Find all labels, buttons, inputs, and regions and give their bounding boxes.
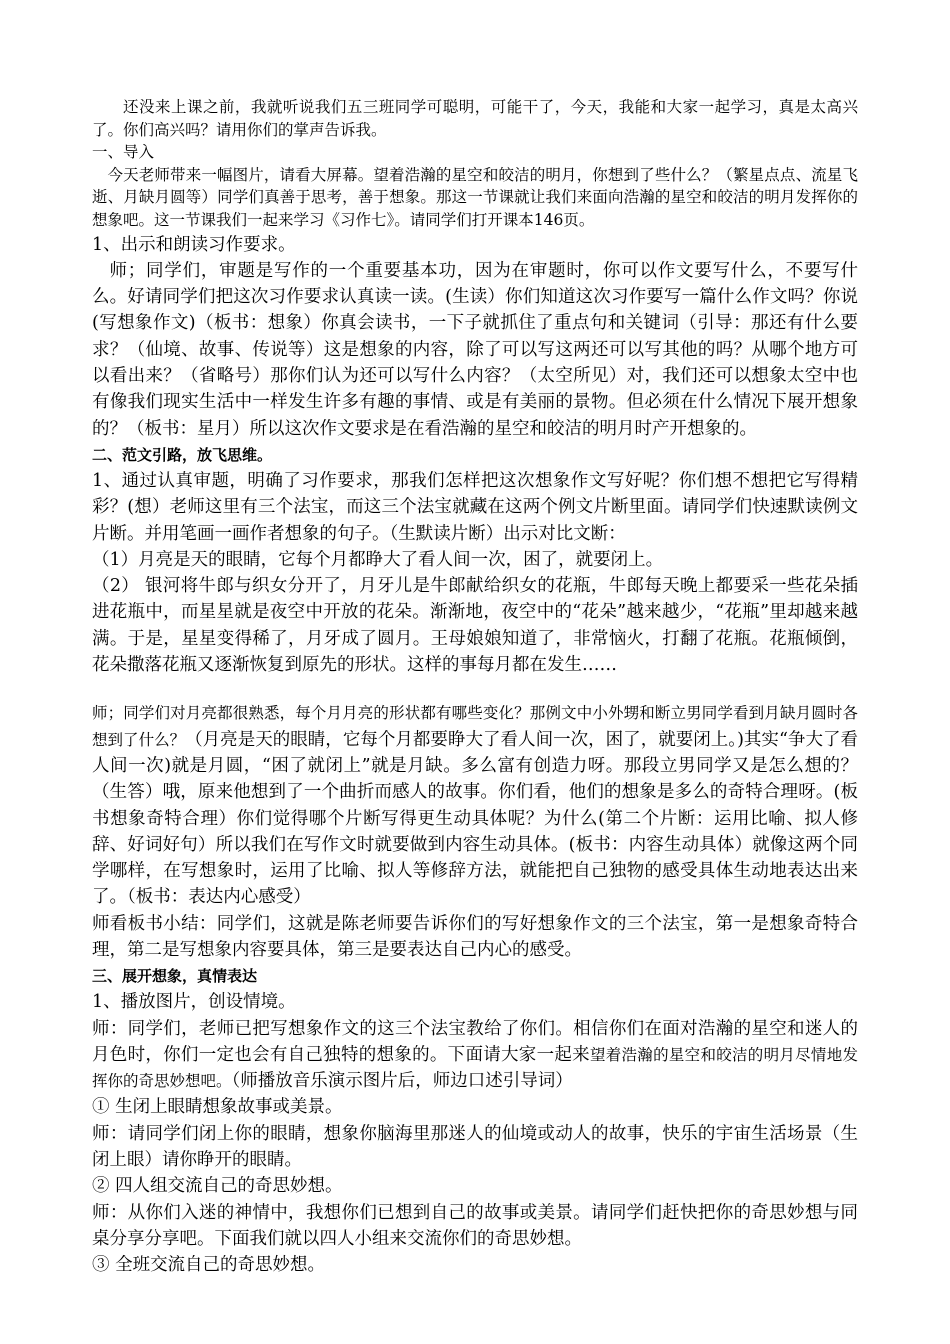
body-text-large: （师播放音乐演示图片后，师边口述引导词） (231, 1071, 573, 1092)
section-heading-2: 二、范文引路，放飞思维。 (92, 445, 273, 464)
step-item-3: ③ 全班交流自己的奇思妙想。 (92, 1255, 326, 1276)
section-heading-1: 一、导入 (92, 143, 155, 162)
step-item-1: ① 生闭上眼睛想象故事或美景。 (92, 1097, 343, 1118)
body-text-large: （月亮是天的眼睛，它每个月都要睁大了看人间一次，困了，就要闭上。)其实“争大了看人间一次)就是月圆，“困了就闭上”就是月缺。多么富有创造力呀。那段立男同学又是怎么想的？（生答）哦，原来他想到了一个曲折而感人的故事。你们看，他们的想象是多么的奇特合理呀。(板书想象奇特合理）你们觉得哪个片断写得更生动具体呢？为什么(第二个片断：运用比喻、拟人修辞、好词好句）所以我们在写作文时就要做到内容生动具体。(板书：内容生动具体）就像这两个同学哪样，在写想象时，运用了比喻、拟人等修辞方法，就能把自己独物的感受具体生动地表达出来了。（板书：表达内心感受） (92, 729, 858, 908)
subheading: 1、出示和朗读习作要求。 (92, 234, 296, 255)
body-paragraph: 师：从你们入迷的神情中，我想你们已想到自己的故事或美景。请同学们赶快把你的奇思妙想与同桌分享分享吧。下面我们就以四人小组来交流你们的奇思妙想。 (92, 1202, 858, 1249)
body-paragraph: 师；同学们，审题是写作的一个重要基本功，因为在审题时，你可以作文要写什么，不要写什么。好请同学们把这次习作要求认真读一读。(生读）你们知道这次习作要写一篇什么作文吗？你说(写想象作文)（板书：想象）你真会读书，一下子就抓住了重点句和关键词（引导：那还有什么要求？（仙境、故事、传说等）这是想象的内容，除了可以写这两还可以写其他的吗？从哪个地方可以看出来？（省略号）那你们认为还可以写什么内容？（太空所见）对，我们还可以想象太空中也有像我们现实生活中一样发生许多有趣的事情、或是有美丽的景物。但必须在什么情况下展开想象的？（板书：星月）所以这次作文要求是在看浩瀚的星空和皎洁的明月时产开想象的。 (92, 260, 858, 439)
blank-line (92, 678, 858, 700)
body-text-small: 师；同学们对月亮都很熟悉，每个月月亮的形状都有哪些变化？那例文中小外甥和断立男同学看到月缺月圆时各想到了什么？ (92, 704, 858, 749)
body-text-small: 望着浩瀚的星空和皎洁的明月尽情地发挥你的奇思妙想吧。 (92, 1045, 858, 1091)
body-text-large: 师：同学们，老师已把写想象作文的这三个法宝教给了你们。相信你们在面对浩瀚的星空和迷人的月色时，你们一定也会有自己独特的想象的。下面请大家一起来 (92, 1018, 858, 1065)
body-paragraph (92, 700, 858, 910)
body-paragraph: 师：请同学们闭上你的眼睛，想象你脑海里那迷人的仙境或动人的故事，快乐的宇宙生活场景（生闭上眼）请你睁开的眼睛。 (92, 1123, 858, 1171)
subheading: 1、播放图片，创设情境。 (92, 992, 296, 1013)
step-item-2: ② 四人组交流自己的奇思妙想。 (92, 1176, 343, 1197)
body-paragraph: 今天老师带来一幅图片，请看大屏幕。望着浩瀚的星空和皎洁的明月，你想到了些什么？（繁星点点、流星飞逝、月缺月圆等）同学们真善于思考，善于想象。那这一节课就让我们来面向浩瀚的星空和皎洁的明月发挥你的想象吧。这一节课我们一起来学习《习作七》。请同学们打开课本146页。 (92, 165, 858, 229)
intro-paragraph: 还没来上课之前，我就听说我们五三班同学可聪明，可能干了，今天，我能和大家一起学习，真是太高兴了。你们高兴吗？请用你们的掌声告诉我。 (92, 98, 858, 139)
body-paragraph (92, 1016, 858, 1095)
body-paragraph: 1、通过认真审题，明确了习作要求，那我们怎样把这次想象作文写好呢？你们想不想把它写得精彩？(想）老师这里有三个法宝，而这三个法宝就藏在这两个例文片断里面。请同学们快速默读例文片断。并用笔画一画作者想象的句子。（生默读片断）出示对比文断： (92, 470, 858, 544)
example-passage-2: （2） 银河将牛郎与织女分开了，月牙儿是牛郎献给织女的花瓶，牛郎每天晚上都要采一些花朵插进花瓶中，而星星就是夜空中开放的花朵。渐渐地，夜空中的“花朵”越来越少，“花瓶”里却越来越满。于是，星星变得稀了，月牙成了圆月。王母娘娘知道了，非常恼火，打翻了花瓶。花瓶倾倒，花朵撒落花瓶又逐渐恢复到原先的形状。这样的事每月都在发生…… (92, 576, 858, 676)
section-heading-3: 三、展开想象，真情表达 (92, 967, 258, 986)
summary-paragraph: 师看板书小结：同学们，这就是陈老师要告诉你们的写好想象作文的三个法宝，第一是想象奇特合理，第二是写想象内容要具体，第三是要表达自己内心的感受。 (92, 913, 858, 960)
example-passage-1: （1）月亮是天的眼睛，它每个月都睁大了看人间一次，困了，就要闭上。 (92, 549, 664, 570)
document-page (92, 96, 858, 1279)
